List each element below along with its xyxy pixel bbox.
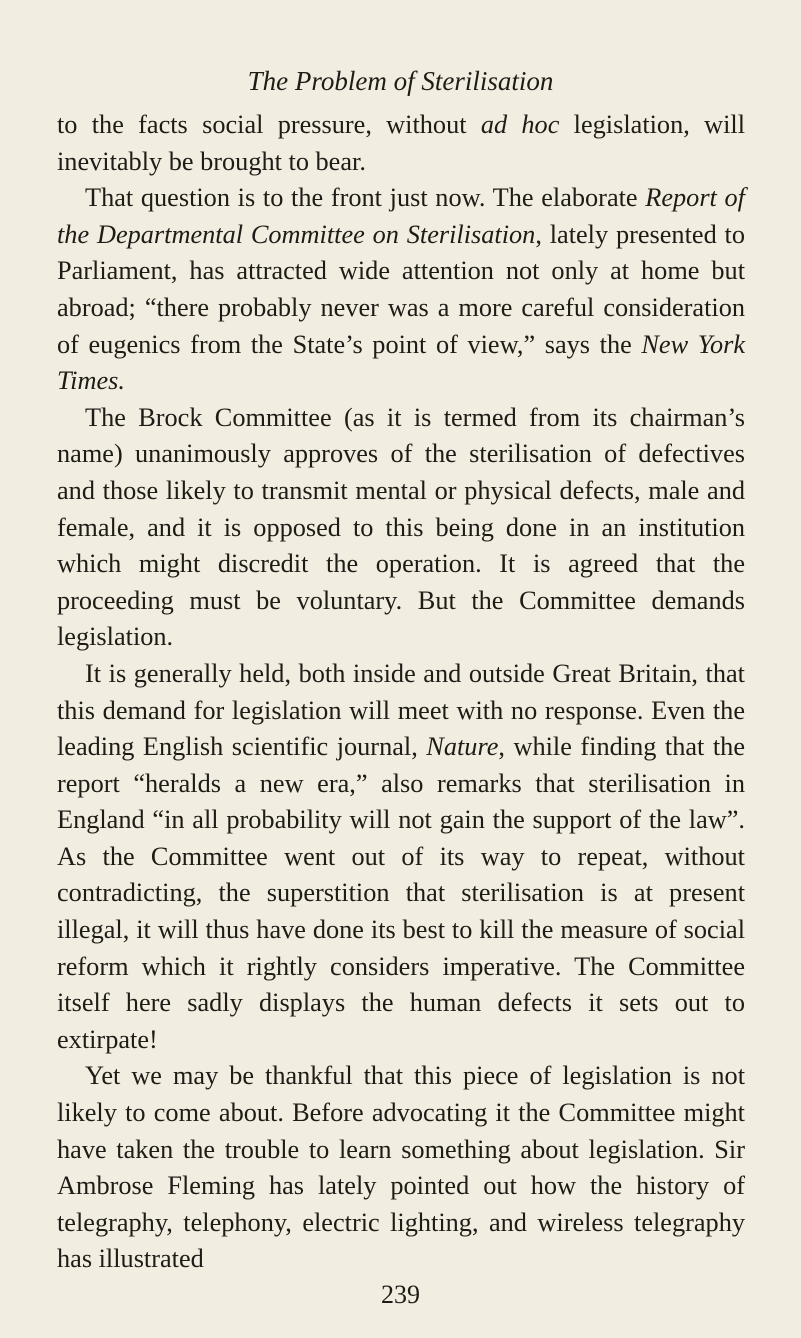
italic-run: Nature — [426, 732, 499, 762]
italic-run: New York Times. — [57, 329, 745, 396]
text-run: to the facts social pressure, without — [57, 110, 481, 139]
paragraph — [57, 1058, 745, 1278]
running-head: The Problem of Sterilisation — [247, 66, 554, 96]
text-run: It is generally held, both inside and outside Great Britain, that this demand for legislation will meet with no response. Even the leading English scientific journal, — [57, 658, 745, 762]
paragraph — [57, 656, 745, 1059]
page-number: 239 — [381, 1280, 420, 1309]
paragraph — [57, 400, 745, 656]
text-run: legislation, will inevitably be brought to bear. — [57, 110, 745, 176]
text-run: , while finding that the report “heralds a new era,” also remarks that sterilisation in England “in all probability will not gain the support of the law”. As the Committee went out of its way to repeat, without contradicting, the superstition that sterilisation is at present illegal, it will thus have done its best to kill the measure of social reform which it rightly considers imperative. The Committee itself here sadly displays the human defects it sets out to extirpate! — [57, 732, 745, 1054]
italic-run: ad hoc — [480, 110, 560, 139]
paragraph — [57, 180, 745, 400]
paragraph — [57, 107, 745, 180]
text-run: The Brock Committee (as it is termed from its chairman’s name) unanimously approves of the sterilisation of defectives and those likely to transmit mental or physical defects, male and female, and it is opposed to this being done in an institution which might discredit the operation. It is agreed that the proceeding must be voluntary. But the Committee demands legislation. — [57, 402, 745, 652]
text-run: , lately presented to Parliament, has attracted wide attention not only at home but abroad; “there probably never was a more careful consideration of eugenics from the State’s point of view,” says the — [57, 219, 745, 359]
italic-run: Report of the Departmental Committee on Sterilisation — [57, 183, 745, 249]
text-run: That question is to the front just now. The elaborate — [85, 183, 646, 213]
text-run: Yet we may be thankful that this piece of legislation is not likely to come about. Before advocating it the Committee might have taken the trouble to learn something about legislation. Sir Ambrose Fleming has lately pointed out how the history of telegraphy, telephony, electric lighting, and wireless telegraphy has illustrated — [57, 1061, 745, 1274]
body-text — [57, 107, 745, 1278]
